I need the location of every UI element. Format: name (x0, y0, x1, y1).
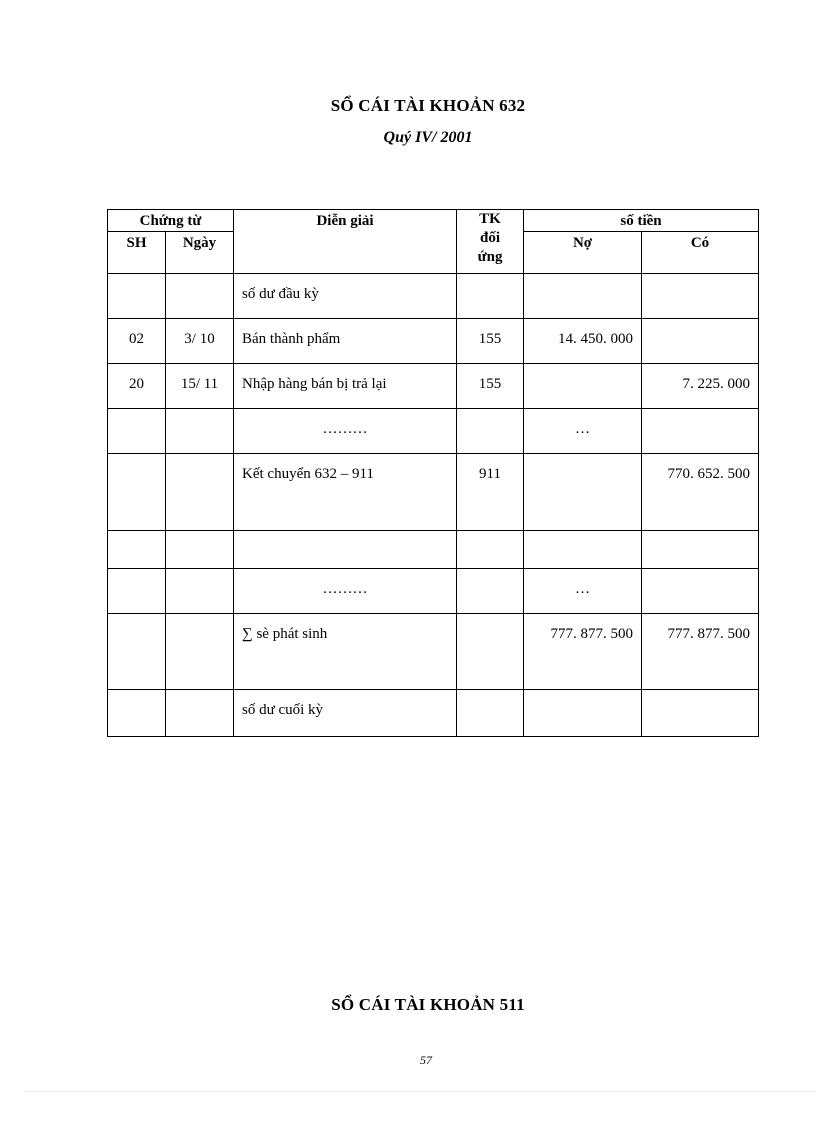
cell-ngay (166, 614, 234, 690)
cell-no: … (524, 409, 642, 454)
cell-co: 7. 225. 000 (642, 364, 759, 409)
header-chung-tu: Chứng từ (108, 210, 234, 232)
cell-ngay (166, 274, 234, 319)
cell-sh (108, 614, 166, 690)
table-row (108, 614, 759, 690)
table-row (108, 569, 759, 614)
header-no: Nợ (524, 232, 642, 274)
cell-no: 14. 450. 000 (524, 319, 642, 364)
cell-no (524, 454, 642, 531)
header-so-tien: số tiền (524, 210, 759, 232)
cell-tk (457, 531, 524, 569)
table-row (108, 319, 759, 364)
cell-co: 777. 877. 500 (642, 614, 759, 690)
header-sh: SH (108, 232, 166, 274)
cell-dien-giai: số dư cuối kỳ (234, 690, 457, 737)
cell-sh (108, 690, 166, 737)
cell-dien-giai: ∑ sè phát sinh (234, 614, 457, 690)
table-row (108, 690, 759, 737)
cell-tk (457, 409, 524, 454)
cell-tk (457, 569, 524, 614)
page-subtitle: Quý IV/ 2001 (383, 129, 473, 146)
cell-ngay (166, 454, 234, 531)
cell-tk: 155 (457, 364, 524, 409)
cell-sh (108, 531, 166, 569)
cell-sh: 02 (108, 319, 166, 364)
next-section-title: SỔ CÁI TÀI KHOẢN 511 (331, 995, 525, 1014)
cell-tk: 155 (457, 319, 524, 364)
header-tk-doi-ung: TK đối ứng (457, 210, 524, 274)
cell-no (524, 531, 642, 569)
cell-sh (108, 409, 166, 454)
cell-dien-giai: Kết chuyển 632 – 911 (234, 454, 457, 531)
table-row (108, 454, 759, 531)
cell-co (642, 690, 759, 737)
cell-ngay (166, 531, 234, 569)
cell-dien-giai: Nhập hàng bán bị trả lại (234, 364, 457, 409)
footer-divider (24, 1091, 816, 1092)
cell-no (524, 274, 642, 319)
table-row (108, 409, 759, 454)
table-row (108, 364, 759, 409)
cell-ngay: 15/ 11 (166, 364, 234, 409)
cell-ngay (166, 569, 234, 614)
cell-ngay (166, 409, 234, 454)
table-row (108, 274, 759, 319)
cell-sh: 20 (108, 364, 166, 409)
cell-no (524, 364, 642, 409)
cell-ngay: 3/ 10 (166, 319, 234, 364)
cell-dien-giai: ……… (234, 569, 457, 614)
cell-tk (457, 274, 524, 319)
cell-dien-giai: Bán thành phẩm (234, 319, 457, 364)
table-row (108, 531, 759, 569)
page-number: 57 (420, 1053, 432, 1067)
cell-sh (108, 569, 166, 614)
cell-tk (457, 614, 524, 690)
cell-co (642, 531, 759, 569)
ledger-table (107, 209, 759, 737)
cell-co (642, 319, 759, 364)
cell-co (642, 409, 759, 454)
cell-dien-giai (234, 531, 457, 569)
header-dien-giai: Diễn giải (234, 210, 457, 274)
cell-co (642, 569, 759, 614)
header-ngay: Ngày (166, 232, 234, 274)
cell-tk: 911 (457, 454, 524, 531)
cell-tk (457, 690, 524, 737)
cell-ngay (166, 690, 234, 737)
header-co: Có (642, 232, 759, 274)
page-title: SỔ CÁI TÀI KHOẢN 632 (330, 96, 526, 115)
cell-no: 777. 877. 500 (524, 614, 642, 690)
cell-dien-giai: ……… (234, 409, 457, 454)
cell-no: … (524, 569, 642, 614)
cell-co (642, 274, 759, 319)
cell-sh (108, 274, 166, 319)
cell-sh (108, 454, 166, 531)
cell-dien-giai: số dư đầu kỳ (234, 274, 457, 319)
cell-no (524, 690, 642, 737)
cell-co: 770. 652. 500 (642, 454, 759, 531)
